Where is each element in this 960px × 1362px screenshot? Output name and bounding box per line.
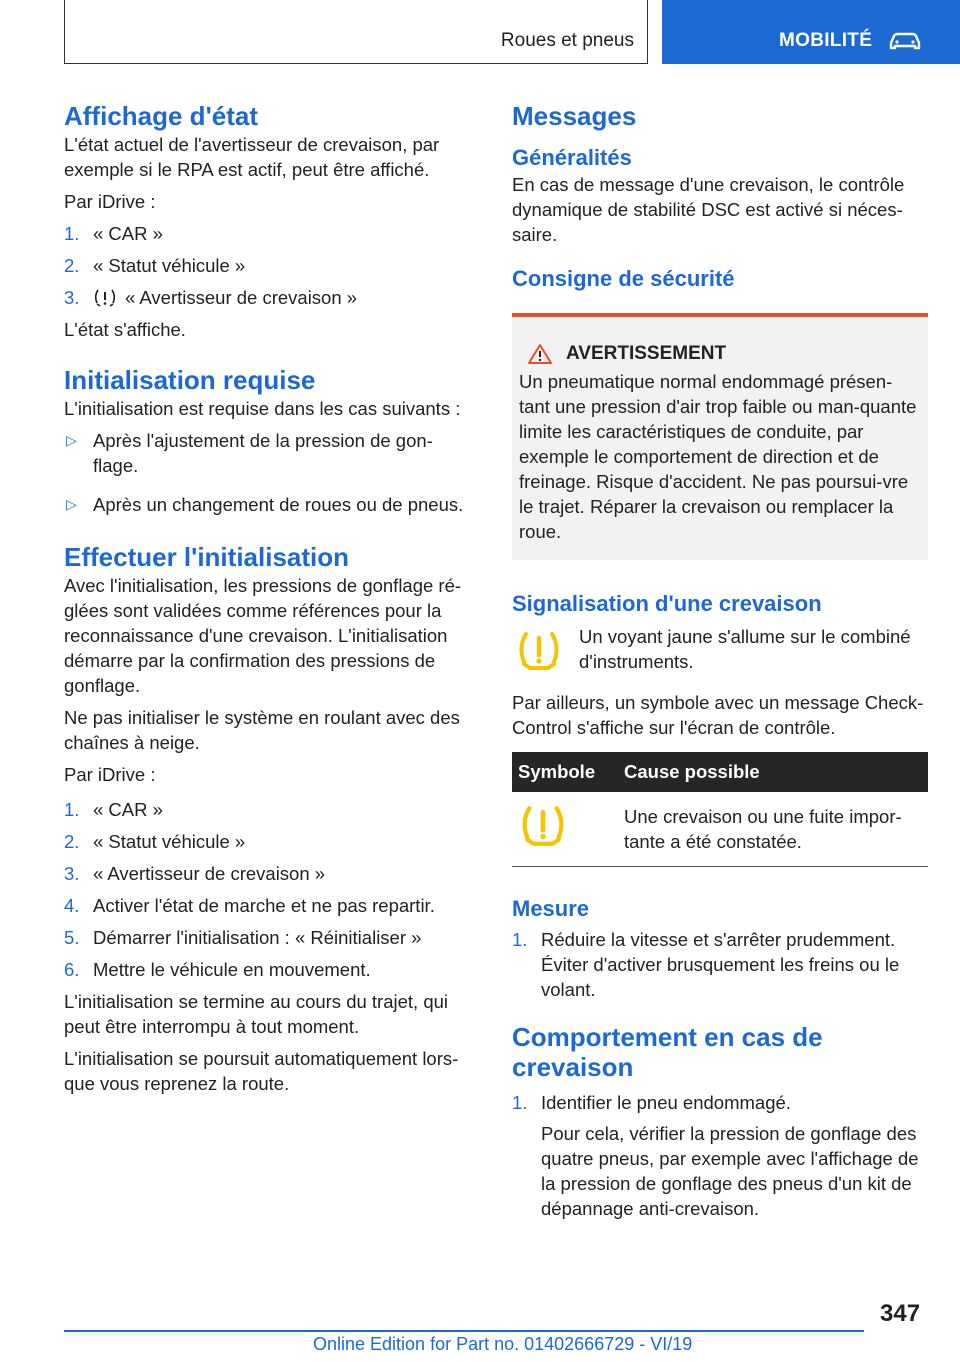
list-item: 5. Démarrer l'initialisation : « Réinitialiser » [64, 927, 422, 948]
header-section-tab [64, 0, 648, 64]
table-header-symbole: Symbole [512, 752, 618, 792]
heading-messages: Messages [512, 101, 637, 131]
warning-box [512, 313, 928, 560]
table-cell-symbol [512, 792, 618, 867]
list-item: 6. Mettre le véhicule en mouvement. [64, 959, 371, 980]
affichage-p1: L'état actuel de l'avertisseur de crevaison, par exemple si le RPA est actif, peut être affiché. [64, 134, 440, 180]
list-item: 2. « Statut véhicule » [64, 255, 246, 276]
heading-requise: Initialisation requise [64, 365, 316, 395]
affichage-p3: L'état s'affiche. [64, 319, 186, 340]
table-header-row [512, 752, 928, 792]
effectuer-p4: L'initialisation se termine au cours du trajet, qui peut être interrompu à tout moment. [64, 991, 449, 1037]
requise-p1: L'initialisation est requise dans les cas suivants : [64, 398, 461, 419]
list-item: 3. « Avertisseur de crevaison » [64, 863, 326, 884]
warning-text: Un pneumatique normal endommagé présen-tant une pression d'air trop faible ou man-quante limite les caractéristiques de conduite, par exemple le comportement de direction et de freinage. Risque d'accident. Ne pas poursui-vre le trajet. Réparer la crevaison ou remplacer la roue. [519, 371, 917, 542]
tire-pressure-warning-icon [93, 288, 117, 308]
left-column [64, 100, 478, 1103]
effectuer-p5: L'initialisation se poursuit automatiquement lors-que vous reprenez la route. [64, 1048, 459, 1094]
table-header-cause: Cause possible [618, 752, 928, 792]
list-item: 4. Activer l'état de marche et ne pas repartir. [64, 895, 435, 916]
footer-divider [64, 1330, 864, 1332]
heading-consigne: Consigne de sécurité [512, 266, 735, 291]
header-chapter-title: MOBILITÉ [779, 30, 873, 51]
symbol-table [512, 752, 928, 867]
effectuer-steps [64, 797, 478, 982]
car-icon [888, 31, 922, 51]
list-item: ▷ Après un changement de roues ou de pneus. [66, 494, 464, 515]
affichage-steps [64, 221, 478, 310]
heading-generalites: Généralités [512, 145, 632, 170]
warning-title: AVERTISSEMENT [519, 343, 921, 365]
list-item: 1. Identifier le pneu endommagé. [512, 1092, 791, 1113]
requise-bullets [64, 428, 478, 517]
list-item: 1. « CAR » [64, 223, 163, 244]
heading-affichage: Affichage d'état [64, 101, 258, 131]
effectuer-p2: Ne pas initialiser le système en roulant avec des chaînes à neige. [64, 707, 460, 753]
yellow-tire-warning-icon [516, 630, 562, 672]
header-chapter-tab [662, 0, 960, 64]
list-item: 1. « CAR » [64, 799, 163, 820]
yellow-tire-warning-icon [518, 804, 568, 848]
heading-signalisation: Signalisation d'une crevaison [512, 591, 822, 616]
effectuer-p3: Par iDrive : [64, 764, 156, 785]
list-item: 3. « Avertisseur de crevaison » [64, 287, 358, 308]
list-item: ▷ Après l'ajustement de la pression de gon-flage. [66, 430, 433, 476]
warning-triangle-icon [527, 343, 553, 365]
footer-edition: Online Edition for Part no. 01402666729 - VI/19 [313, 1334, 693, 1354]
table-row [512, 792, 928, 867]
list-item: 1. Réduire la vitesse et s'arrêter prudemment. Éviter d'activer brusquement les freins ou le volant. [512, 929, 900, 1000]
comportement-p1: Pour cela, vérifier la pression de gonflage des quatre pneus, par exemple avec l'affichage de la pression de gonflage des pneus d'un kit de dépannage anti-crevaison. [541, 1123, 919, 1219]
effectuer-p1: Avec l'initialisation, les pressions de gonflage ré-glées sont validées comme références pour la reconnaissance d'une crevaison. L'initialisation démarre par la confirmation des pressions de gonflage. [64, 575, 462, 696]
heading-comportement: Comportement en cas de crevaison [512, 1022, 823, 1082]
heading-mesure: Mesure [512, 896, 590, 921]
signalisation-p1: Un voyant jaune s'allume sur le combiné d'instruments. [579, 626, 911, 672]
affichage-p2: Par iDrive : [64, 191, 156, 212]
heading-effectuer: Effectuer l'initialisation [64, 542, 350, 572]
header-section-title: Roues et pneus [500, 30, 634, 51]
signalisation-p2: Par ailleurs, un symbole avec un message Check-Control s'affiche sur l'écran de contrôle. [512, 692, 924, 738]
signalisation-indicator [512, 624, 928, 674]
list-item: 2. « Statut véhicule » [64, 831, 246, 852]
table-cell-cause: Une crevaison ou une fuite impor-tante a été constatée. [618, 792, 928, 867]
page-number: 347 [880, 1300, 921, 1327]
right-column [512, 100, 928, 1228]
generalites-p1: En cas de message d'une crevaison, le contrôle dynamique de stabilité DSC est activé si néces-saire. [512, 174, 905, 245]
